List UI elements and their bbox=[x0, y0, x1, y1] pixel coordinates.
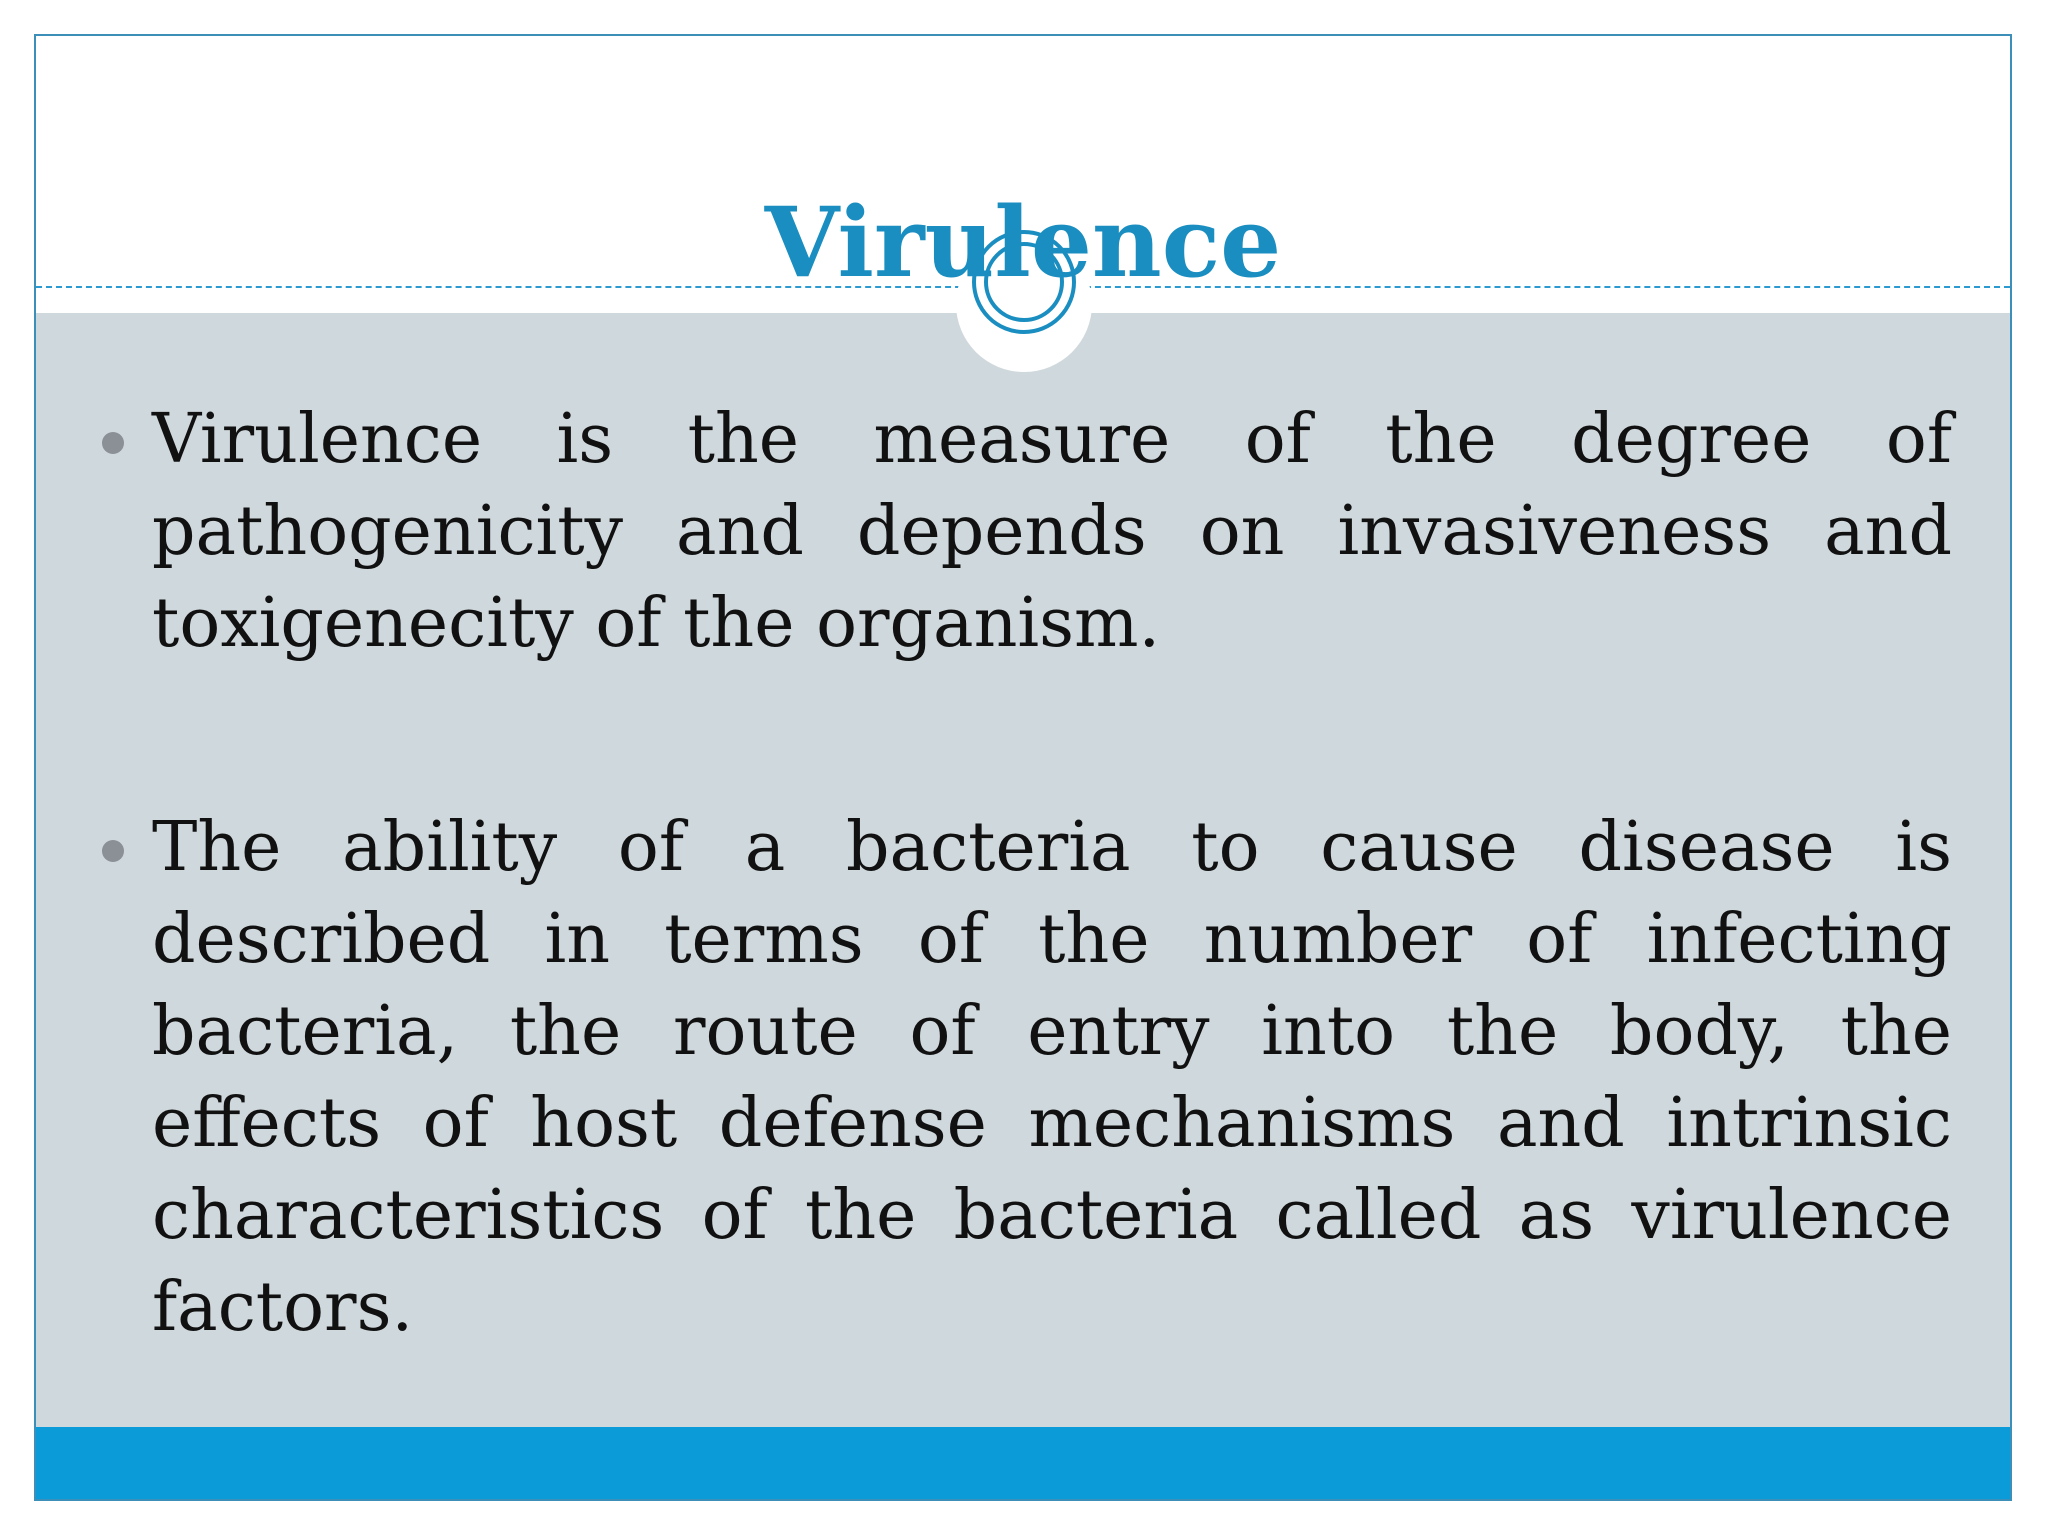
bullet-text: Virulence is the measure of the degree of pathogenicity and depends on invasiveness and toxigenecity of the organism. bbox=[152, 400, 1952, 663]
bottom-accent-bar bbox=[36, 1427, 2010, 1499]
bullet-dot-icon bbox=[102, 840, 124, 862]
bullet-dot-icon bbox=[102, 432, 124, 454]
slide-title: Virulence bbox=[764, 186, 1282, 300]
bullet-item bbox=[152, 802, 1952, 1354]
bullet-text: The ability of a bacteria to cause disease is described in terms of the number of infecting bacteria, the route of entry into the body, the effects of host defense mechanisms and intrinsic characteristics of the bacteria called as virulence factors. bbox=[152, 808, 1952, 1347]
bullet-list bbox=[36, 394, 2010, 1354]
slide bbox=[34, 34, 2012, 1501]
bullet-item bbox=[152, 394, 1952, 670]
